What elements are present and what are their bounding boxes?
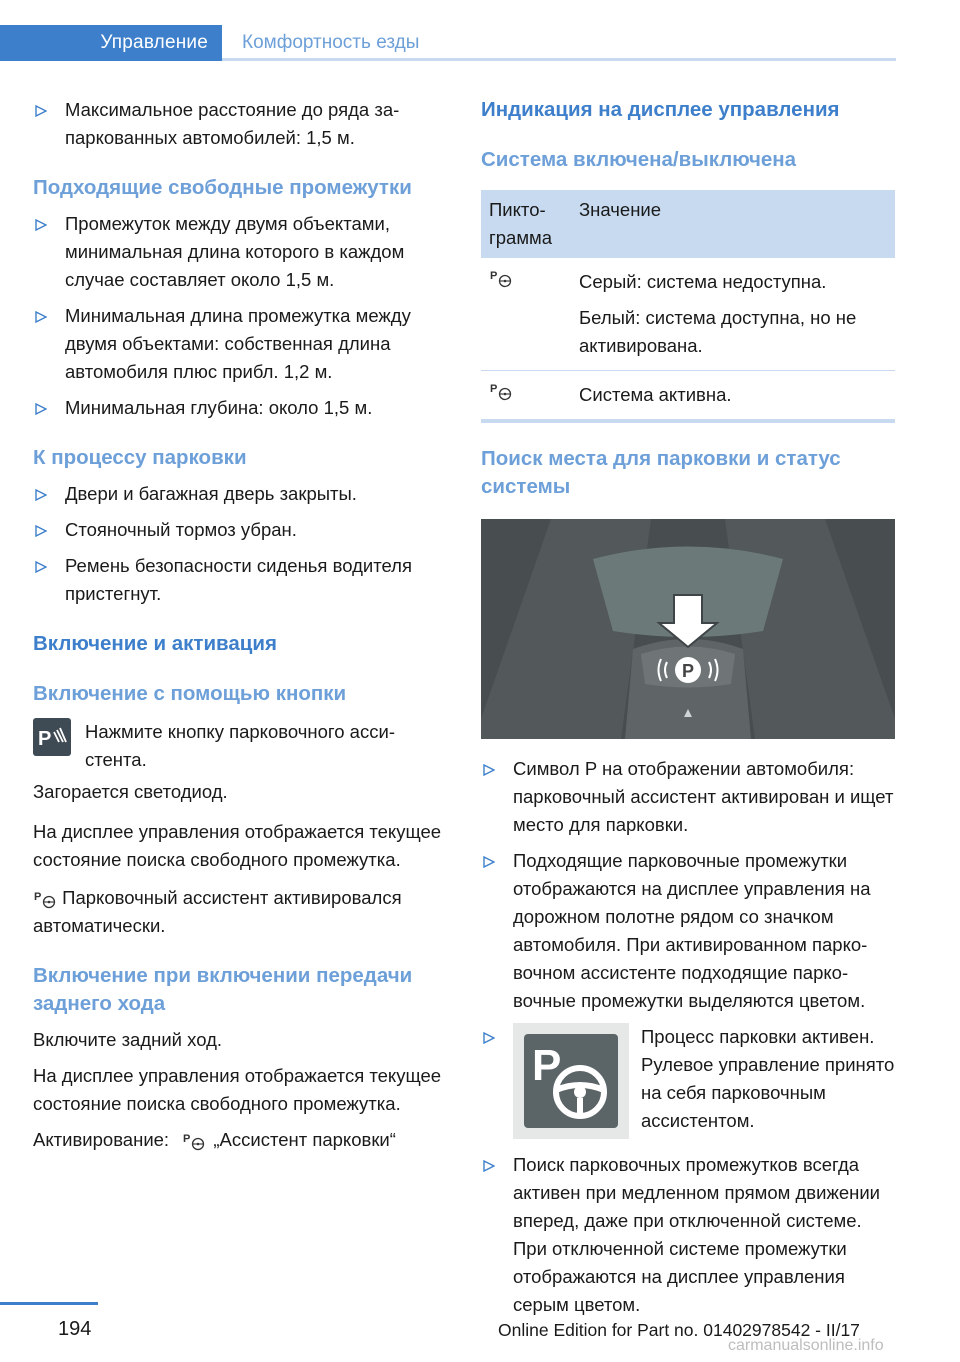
led-text: Загорается светодиод. (33, 781, 228, 802)
list-item-text: Промежуток между двумя объектами, минимальная длина которого в каждом случае составляет около 1,5 м. (65, 213, 405, 290)
button-instruction (33, 718, 449, 774)
table-row (481, 258, 895, 371)
park-assist-active-icon (489, 381, 515, 401)
heading-process: К процессу парковки (33, 446, 247, 469)
display-text: На дисплее управления отображается текущее состояние поиска свободного промежутка. (33, 821, 442, 870)
list-item-text: Процесс парковки активен. Рулевое управление принято на себя парковочным ассистентом. (641, 1026, 895, 1131)
table-row (481, 371, 895, 422)
header-rule (222, 58, 896, 61)
heading-search: Поиск места для парковки и статус системы (481, 447, 841, 498)
list-item-text: Поиск парковочных промежутков всегда активен при медленном прямом движении вперед, даже при отключенной системе. При отключенной системе промежутки отображаются на дисплее управления серым цветом. (513, 1154, 880, 1315)
activation-suffix: „Ассистент парковки“ (213, 1129, 396, 1150)
display-text-2: На дисплее управления отображается текущее состояние поиска свободного промежутка. (33, 1065, 442, 1114)
list-item (33, 302, 449, 386)
park-assist-icon (33, 889, 57, 909)
table-cell (571, 258, 895, 371)
section-tab-inactive[interactable]: Комфортность езды (242, 32, 420, 53)
list-item (33, 552, 449, 608)
svg-text:P: P (38, 728, 52, 750)
table-cell (481, 258, 571, 371)
list-item-text: Символ P на отображении автомобиля: парковочный ассистент активирован и ищет место для парковки. (513, 758, 894, 835)
bullet-arrow-icon (481, 847, 513, 868)
left-column (33, 96, 449, 1154)
bullet-arrow-icon (481, 1023, 513, 1044)
table-cell (571, 371, 895, 422)
page-number: 194 (58, 1318, 92, 1340)
activation-prefix: Активирование: (33, 1129, 170, 1150)
list-item (33, 96, 449, 152)
bullet-arrow-icon (33, 552, 65, 573)
heading-gaps: Подходящие свободные промежутки (33, 176, 412, 199)
reverse-text: Включите задний ход. (33, 1029, 223, 1050)
list-item-text: Двери и багажная дверь закрыты. (65, 483, 357, 504)
bullet-arrow-icon (33, 480, 65, 501)
bullet-arrow-icon (33, 302, 65, 323)
pictogram-table (481, 190, 895, 423)
table-header: Значение (571, 190, 895, 258)
heading-enable: Включение и активация (33, 632, 277, 655)
footer-rule (0, 1302, 98, 1305)
bullet-arrow-icon (481, 1151, 513, 1172)
park-assist-button-icon (33, 718, 71, 756)
section-tab-active[interactable]: Управление (0, 25, 222, 61)
bullet-arrow-icon (33, 516, 65, 537)
list-item-text: Ремень безопасности сиденья водителя пристегнут. (65, 555, 412, 604)
table-header: Пиктограмма (481, 190, 571, 258)
edition-text: Online Edition for Part no. 01402978542 - II/17 (498, 1320, 860, 1340)
heading-reverse: Включение при включении передачи заднего хода (33, 964, 413, 1015)
bullet-arrow-icon (33, 394, 65, 415)
list-item-text: Минимальная длина промежутка между двумя объектами: собственная длина автомобиля плюс прибл. 1,2 м. (65, 305, 411, 382)
list-item (481, 1151, 895, 1319)
watermark: carmanualsonline.info (728, 1337, 884, 1354)
parking-display-image (481, 519, 895, 739)
cell-text: Белый: система доступна, но не активирована. (579, 307, 857, 356)
cell-text: Серый: система недоступна. (579, 271, 827, 292)
process-p-symbol: P (532, 1041, 562, 1090)
list-item (481, 755, 895, 839)
auto-activation-label: Парковочный ассистент активировался автоматически. (33, 887, 402, 936)
bullet-arrow-icon (33, 96, 65, 117)
table-cell (481, 371, 571, 422)
table-header-row (481, 190, 895, 258)
list-item (481, 1023, 895, 1139)
list-item (33, 516, 449, 544)
list-item-text: Подходящие парковочные промежутки отображаются на дисплее управления на дорожном полотне рядом со значком автомобиля. При активированном парковочном ассистенте подходящие парковочные промежутки выделяются цветом. (513, 850, 871, 1011)
list-item-text: Максимальное расстояние до ряда запаркованных автомобилей: 1,5 м. (65, 99, 400, 148)
park-assist-icon (489, 268, 515, 288)
page-header (0, 0, 960, 64)
list-item (33, 480, 449, 508)
list-item (33, 394, 449, 422)
heading-button: Включение с помощью кнопки (33, 682, 347, 705)
list-item-text: Минимальная глубина: около 1,5 м. (65, 397, 373, 418)
cell-text: Система активна. (579, 384, 732, 405)
park-assist-icon (174, 1131, 208, 1151)
parking-active-icon (513, 1023, 629, 1139)
list-item (33, 210, 449, 294)
activation-line (33, 1126, 449, 1154)
list-item-text: Стояночный тормоз убран. (65, 519, 297, 540)
bullet-arrow-icon (481, 755, 513, 776)
list-item (481, 847, 895, 1015)
auto-activation-text (33, 884, 449, 940)
button-instruction-text: Нажмите кнопку парковочного ассистента. (85, 721, 395, 770)
right-column (481, 96, 895, 1319)
heading-system: Система включена/выключена (481, 148, 797, 171)
heading-display: Индикация на дисплее управления (481, 98, 840, 121)
bullet-arrow-icon (33, 210, 65, 231)
hero-p-symbol: P (681, 661, 695, 681)
